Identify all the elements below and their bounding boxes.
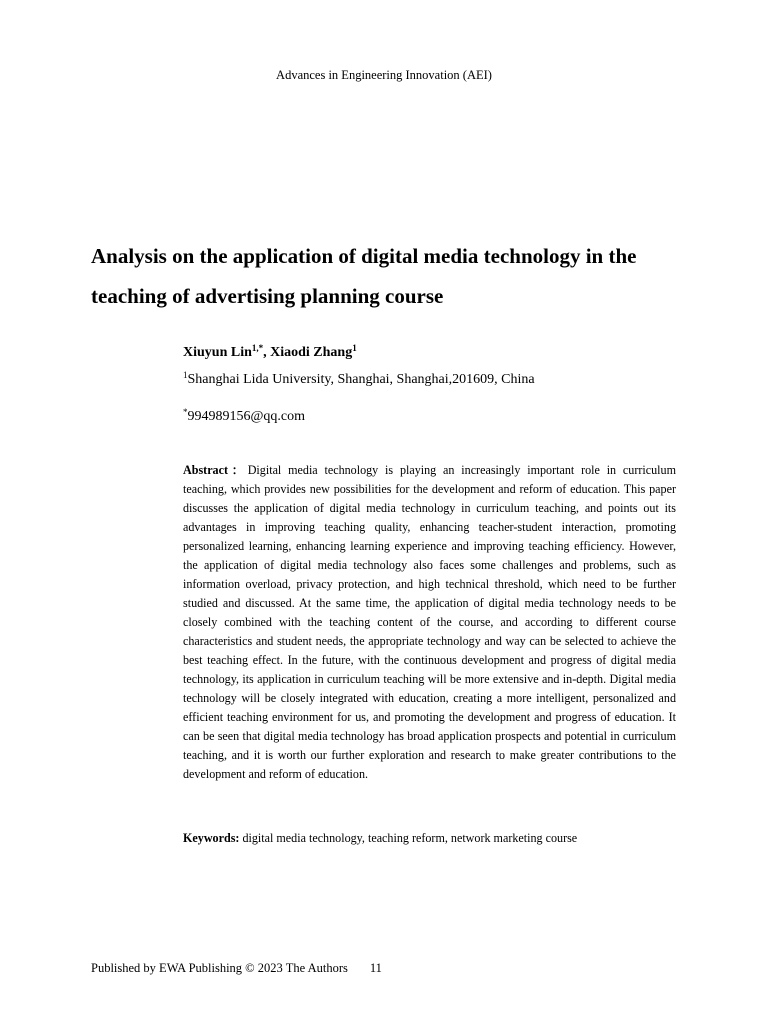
corresponding-mark: * [183, 407, 188, 417]
email-address: 994989156@qq.com [187, 409, 305, 424]
journal-header: Advances in Engineering Innovation (AEI) [276, 68, 492, 82]
corresponding-email [183, 409, 305, 425]
abstract-text: Digital media technology is playing an increasingly important role in curriculum teaching, which provides new possibilities for the development and reform of education. This paper discusses the application of digital media technology in curriculum teaching, and points out its advantages in improving teaching quality, enhancing teacher-student interaction, promoting personalized learning, enhancing learning experience and improving teaching efficiency. However, the application of digital media technology also faces some challenges and problems, such as information overload, privacy protection, and high technical threshold, which need to be further studied and discussed. At the same time, the application of digital media technology needs to be closely combined with the teaching content of the course, and according to different course characteristics and student needs, the appropriate technology and way can be selected to achieve the best teaching effect. In the future, with the continuous development and progress of digital media technology, its application in curriculum teaching will be more extensive and in-depth. Digital media technology will be closely integrated with education, creating a more intelligent, personalized and efficient teaching environment for us, and promoting the development and progress of education. It can be seen that digital media technology has broad application prospects and potential in curriculum teaching, and it is worth our further exploration and research to make greater contributions to the development and reform of education. [183, 463, 676, 781]
page-number: 11 [369, 961, 382, 975]
keywords [183, 831, 577, 846]
paper-title: Analysis on the application of digital media technology in the teaching of advertising planning course [91, 244, 637, 308]
author-name: Xiaodi Zhang [270, 345, 353, 360]
abstract [183, 461, 676, 784]
page-footer [91, 961, 382, 976]
author-name: Xiuyun Lin [183, 345, 252, 360]
author-separator: , [263, 345, 271, 360]
affiliation-mark: 1 [183, 370, 188, 380]
keywords-label: Keywords: [183, 831, 240, 845]
author-affiliation-mark: 1 [352, 343, 357, 353]
author-affiliation-mark: 1,* [251, 343, 264, 353]
abstract-label: Abstract： [183, 463, 248, 477]
affiliation-text: Shanghai Lida University, Shanghai, Shanghai,201609, China [187, 372, 535, 387]
author-list [183, 345, 357, 361]
affiliation [183, 372, 535, 388]
publisher-notice: Published by EWA Publishing © 2023 The Authors [91, 961, 348, 975]
keywords-text: digital media technology, teaching reform, network marketing course [242, 831, 578, 845]
